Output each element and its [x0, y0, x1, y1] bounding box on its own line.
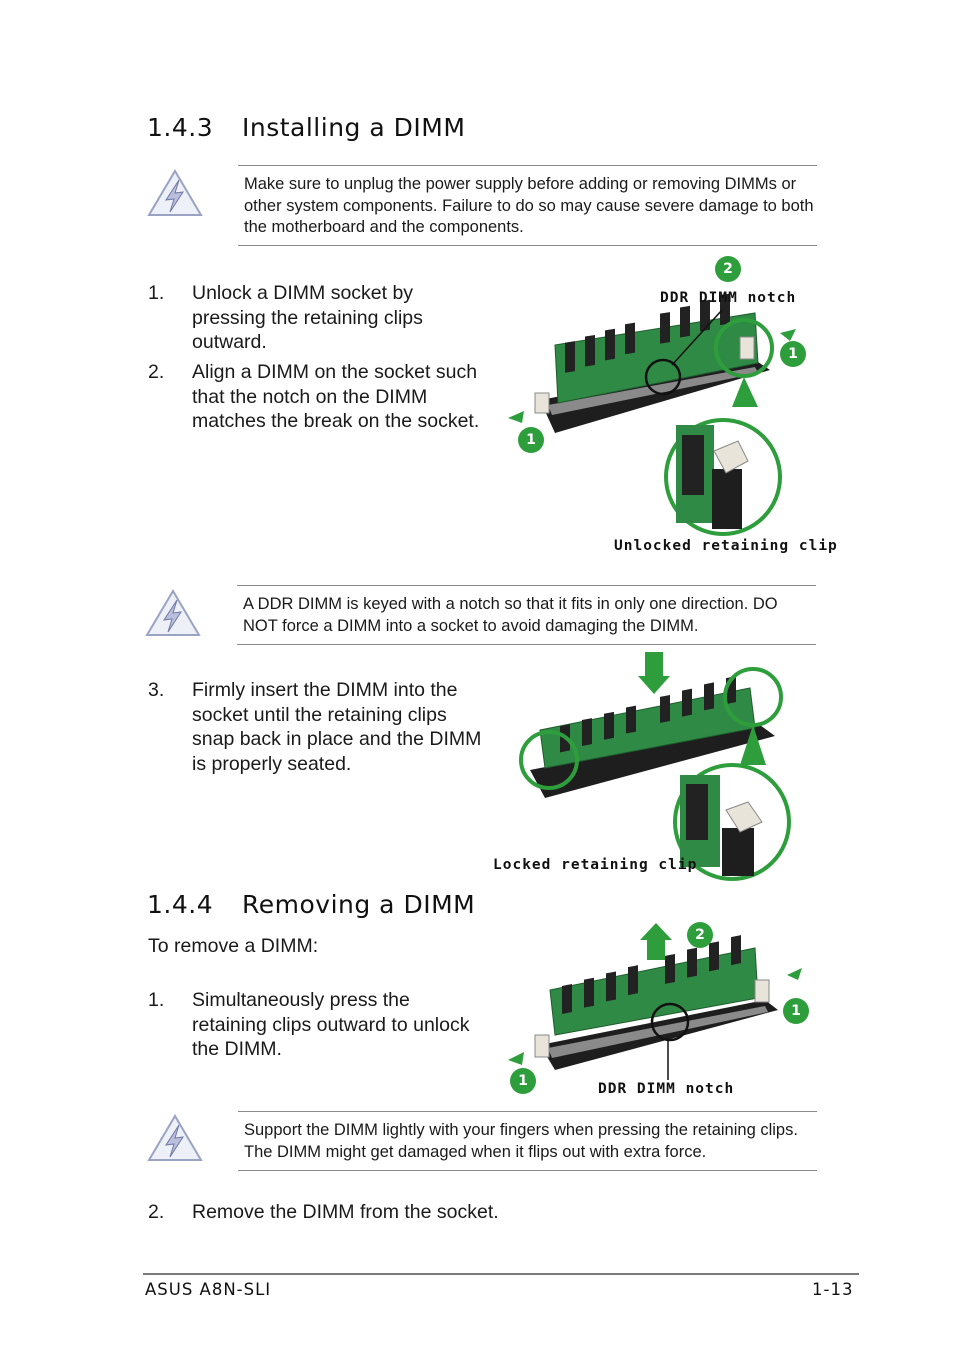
step-badge-clip-left: 1: [510, 1068, 536, 1094]
step-badge-clip-left: 1: [518, 427, 544, 453]
up-arrow-icon: [640, 923, 672, 960]
warning-note-keyed: A DDR DIMM is keyed with a notch so that it fits in only one direction. DO NOT force a DIMM into a socket to avoid damaging the DIMM.: [237, 585, 816, 645]
figure-dimm-removing: [500, 920, 820, 1095]
label-locked-retaining-clip: Locked retaining clip: [493, 857, 698, 873]
warning-icon: [146, 1113, 204, 1163]
warning-icon: [144, 588, 202, 638]
remove-intro: To remove a DIMM:: [148, 935, 319, 957]
step-badge-pull-up: 2: [687, 922, 713, 948]
section-number: 1.4.3: [147, 113, 214, 142]
section-title: Installing a DIMM: [242, 113, 466, 142]
label-ddr-dimm-notch: DDR DIMM notch: [660, 290, 797, 306]
remove-step-2: 2. Remove the DIMM from the socket.: [148, 1201, 499, 1223]
section-number: 1.4.4: [147, 890, 214, 919]
step-3-insert: 3. Firmly insert the DIMM into the socket until the retaining clips snap back in place and the DIMM is properly seated.: [148, 679, 482, 775]
warning-icon: [146, 168, 204, 218]
footer-page-number: 1-13: [812, 1280, 854, 1299]
step-badge-clip-right: 1: [780, 341, 806, 367]
step-badge-clip-right: 1: [783, 998, 809, 1024]
remove-step-1: 1. Simultaneously press the retaining clips outward to unlock the DIMM.: [148, 989, 470, 1060]
warning-note-support: Support the DIMM lightly with your fingers when pressing the retaining clips. The DIMM might get damaged when it flips out with extra force.: [238, 1111, 817, 1171]
step-2-align: 2. Align a DIMM on the socket such that the notch on the DIMM matches the break on the socket.: [148, 361, 480, 432]
step-badge-notch: 2: [715, 256, 741, 282]
down-arrow-icon: [638, 652, 670, 694]
step-1-unlock: 1. Unlock a DIMM socket by pressing the retaining clips outward.: [148, 282, 423, 353]
footer-rule: [143, 1273, 859, 1275]
section-heading-removing: [147, 890, 475, 919]
footer-product-name: ASUS A8N-SLI: [145, 1280, 272, 1299]
section-title: Removing a DIMM: [242, 890, 476, 919]
section-heading-installing: [147, 113, 465, 142]
warning-note-unplug: Make sure to unplug the power supply before adding or removing DIMMs or other system components. Failure to do so may cause severe damage to both the motherboard and the components.: [238, 165, 817, 246]
label-unlocked-retaining-clip: Unlocked retaining clip: [614, 538, 838, 554]
figure-dimm-locked: [500, 650, 810, 885]
label-ddr-dimm-notch: DDR DIMM notch: [598, 1081, 735, 1097]
